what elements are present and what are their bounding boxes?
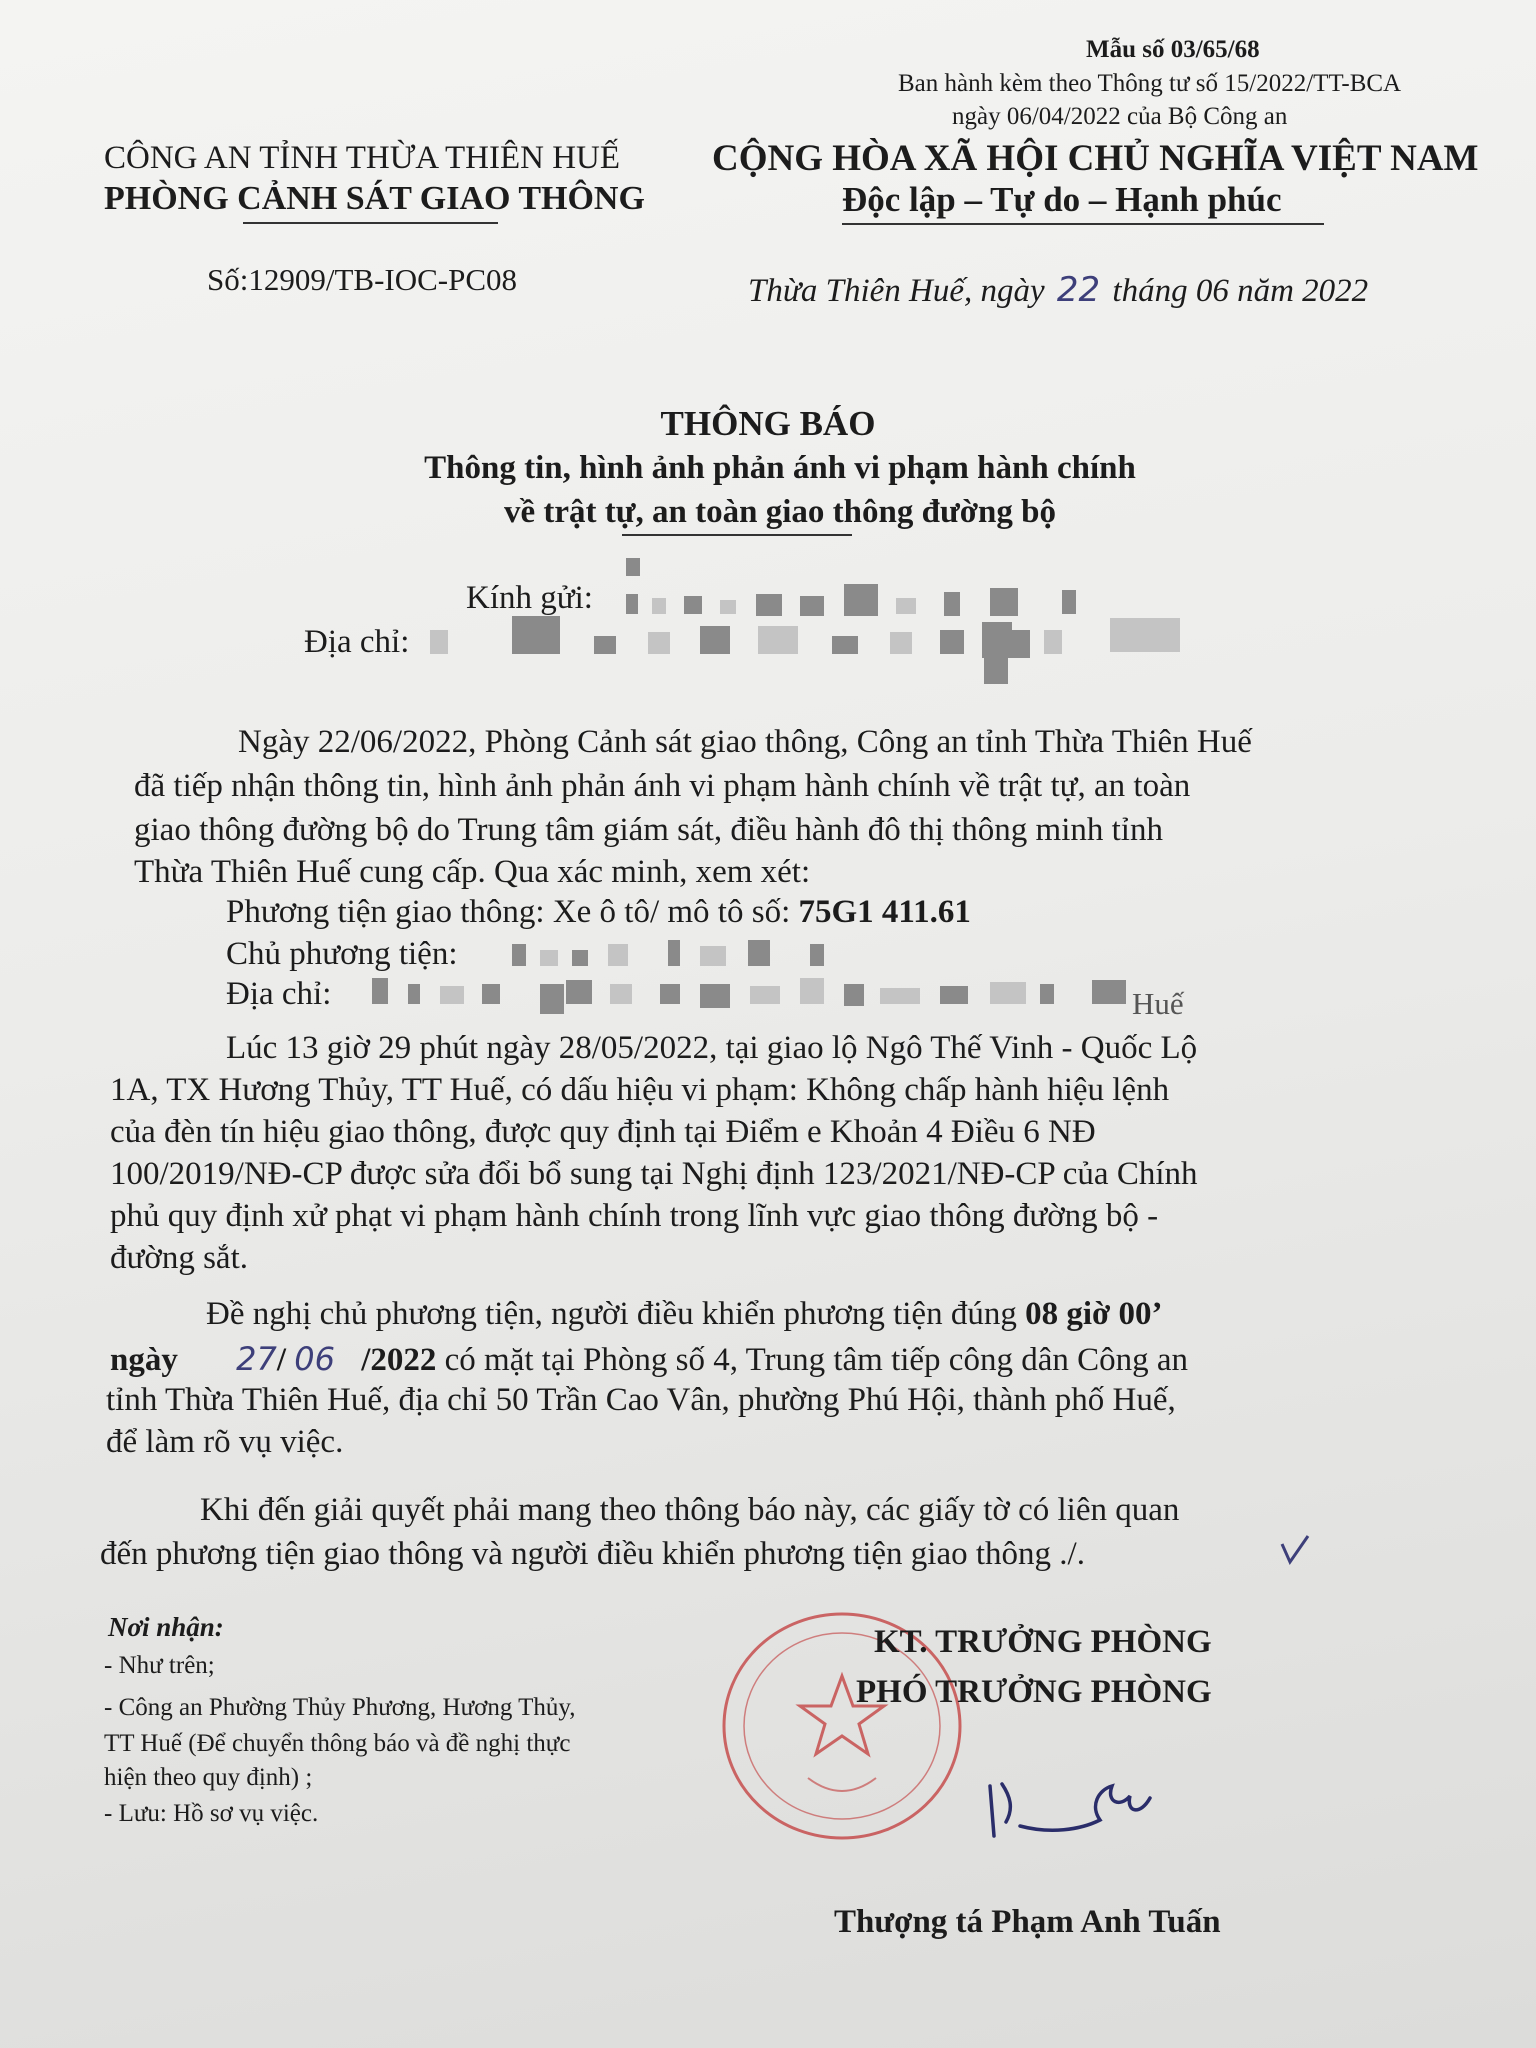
body-p2-line5: phủ quy định xử phạt vi phạm hành chính trong lĩnh vực giao thông đường bộ - [110, 1198, 1159, 1234]
body-p2-line3: của đèn tín hiệu giao thông, được quy định tại Điểm e Khoản 4 Điều 6 NĐ [110, 1114, 1096, 1150]
body-p2-line2: 1A, TX Hương Thủy, TT Huế, có dấu hiệu vi phạm: Không chấp hành hiệu lệnh [110, 1072, 1170, 1108]
body-p4-line1: Khi đến giải quyết phải mang theo thông báo này, các giấy tờ có liên quan [200, 1492, 1180, 1528]
body-p3-line2 [110, 1340, 1188, 1379]
owner-address-label: Địa chỉ: [226, 976, 332, 1012]
recipients-title: Nơi nhận: [108, 1612, 224, 1642]
body-p2-line4: 100/2019/NĐ-CP được sửa đổi bổ sung tại Nghị định 123/2021/NĐ-CP của Chính [110, 1156, 1198, 1192]
signature-title-1: KT. TRƯỞNG PHÒNG [874, 1624, 1212, 1660]
signature-title-2: PHÓ TRƯỞNG PHÒNG [856, 1674, 1212, 1710]
signatory-name: Thượng tá Phạm Anh Tuấn [834, 1904, 1221, 1940]
date-day-handwritten: 22 [1056, 270, 1101, 310]
recipients-item-2-line2: TT Huế (Để chuyển thông báo và đề nghị thực [104, 1730, 571, 1757]
motto-underline [842, 223, 1324, 225]
owner-address-tail: Huế [1132, 986, 1184, 1021]
appointment-time: 08 giờ 00’ [1025, 1296, 1163, 1332]
body-p3-line1 [206, 1296, 1163, 1333]
checkmark-icon [1276, 1532, 1316, 1572]
nation-motto: Độc lập – Tự do – Hạnh phúc [842, 180, 1282, 219]
recipients-item-1: - Như trên; [104, 1652, 215, 1679]
issue-date [748, 270, 1368, 310]
owner-label: Chủ phương tiện: [226, 936, 458, 972]
form-issued-line2: ngày 06/04/2022 của Bộ Công an [952, 103, 1288, 130]
body-p3-line1-text: Đề nghị chủ phương tiện, người điều khiển phương tiện đúng [206, 1296, 1017, 1332]
recipients-item-3: - Lưu: Hồ sơ vụ việc. [104, 1800, 319, 1827]
form-issued-line1: Ban hành kèm theo Thông tư số 15/2022/TT-BCA [898, 70, 1402, 97]
date-suffix: tháng 06 năm 2022 [1112, 273, 1369, 309]
vehicle-line [226, 894, 971, 931]
doc-title: THÔNG BÁO [660, 404, 876, 443]
body-p4-line2: đến phương tiện giao thông và người điều khiển phương tiện giao thông ./. [100, 1536, 1085, 1572]
body-p3-line4: để làm rõ vụ việc. [106, 1424, 344, 1460]
form-number: Mẫu số 03/65/68 [1086, 36, 1260, 63]
date-prefix: Thừa Thiên Huế, ngày [748, 273, 1045, 309]
body-p1-line3: giao thông đường bộ do Trung tâm giám sát, điều hành đô thị thông minh tỉnh [134, 812, 1163, 848]
issuer-agency: CÔNG AN TỈNH THỪA THIÊN HUẾ [104, 140, 621, 176]
nation-name: CỘNG HÒA XÃ HỘI CHỦ NGHĨA VIỆT NAM [712, 138, 1479, 179]
signature-scribble-icon [980, 1756, 1180, 1866]
vehicle-label: Phương tiện giao thông: Xe ô tô/ mô tô số: [226, 894, 791, 930]
issuer-underline [243, 222, 498, 224]
appointment-month-handwritten: 06 [294, 1340, 335, 1378]
doc-subtitle-1: Thông tin, hình ảnh phản ánh vi phạm hành chính [424, 450, 1136, 486]
body-p1-line2: đã tiếp nhận thông tin, hình ảnh phản ánh vi phạm hành chính về trật tự, an toàn [134, 768, 1191, 804]
recipient-address-label: Địa chỉ: [304, 624, 410, 660]
body-p1-line4: Thừa Thiên Huế cung cấp. Qua xác minh, xem xét: [134, 854, 811, 890]
vehicle-plate: 75G1 411.61 [798, 894, 971, 930]
appointment-slash: / [276, 1342, 286, 1378]
appointment-year: /2022 [361, 1342, 437, 1378]
title-underline [622, 534, 852, 536]
body-p2-line6: đường sắt. [110, 1240, 248, 1276]
doc-subtitle-2: về trật tự, an toàn giao thông đường bộ [503, 494, 1056, 530]
recipients-item-2-line3: hiện theo quy định) ; [104, 1764, 313, 1791]
body-p3-line2-text: có mặt tại Phòng số 4, Trung tâm tiếp công dân Công an [444, 1342, 1189, 1378]
issuer-department: PHÒNG CẢNH SÁT GIAO THÔNG [104, 180, 645, 217]
body-p1-line1: Ngày 22/06/2022, Phòng Cảnh sát giao thông, Công an tỉnh Thừa Thiên Huế [238, 724, 1252, 760]
body-p2-line1: Lúc 13 giờ 29 phút ngày 28/05/2022, tại giao lộ Ngô Thế Vinh - Quốc Lộ [226, 1030, 1198, 1066]
doc-number: Số:12909/TB-IOC-PC08 [207, 262, 518, 297]
appointment-day-label: ngày [110, 1342, 178, 1378]
body-p3-line3: tỉnh Thừa Thiên Huế, địa chỉ 50 Trần Cao Vân, phường Phú Hội, thành phố Huế, [106, 1382, 1176, 1418]
recipient-label: Kính gửi: [466, 580, 593, 616]
recipients-item-2-line1: - Công an Phường Thủy Phương, Hương Thủy, [104, 1694, 576, 1721]
appointment-date-handwritten: 27 [236, 1340, 277, 1378]
